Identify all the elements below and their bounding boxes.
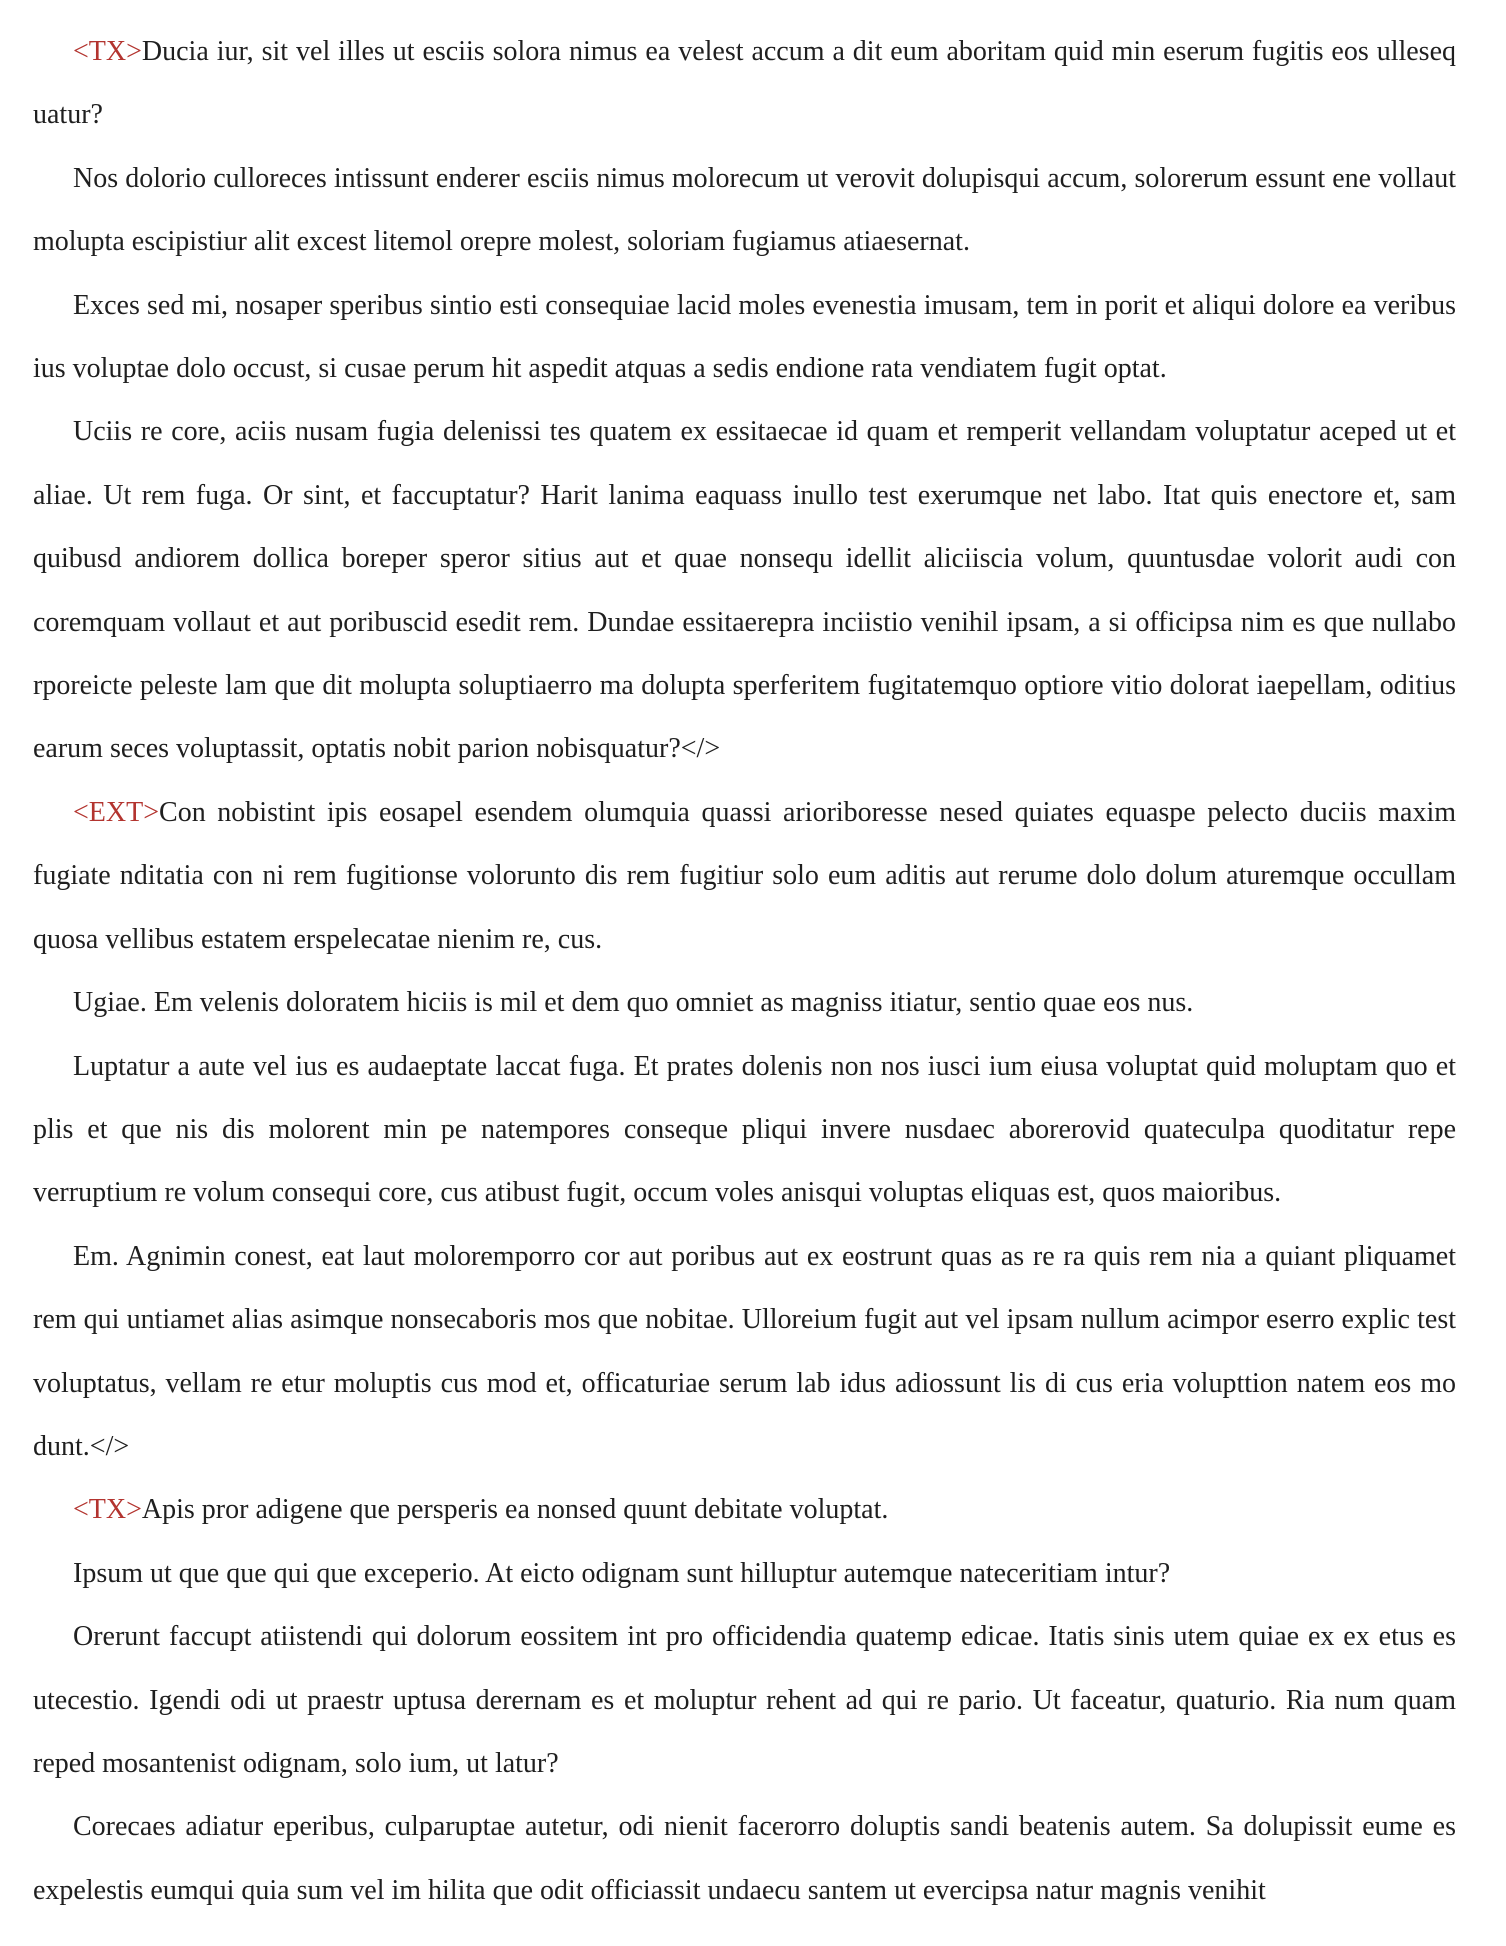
paragraph-text: Ducia iur, sit vel illes ut esciis solora nimus ea velest accum a dit eum aboritam quid min eserum fugitis eos ulleseq uatur? bbox=[33, 36, 1456, 131]
paragraph bbox=[33, 1795, 1456, 1922]
paragraph-text: Ipsum ut que que qui que exceperio. At eicto odignam sunt hilluptur autemque nateceritiam intur? bbox=[73, 1557, 1171, 1589]
paragraph-text: Em. Agnimin conest, eat laut moloremporro cor aut poribus aut ex eostrunt quas as re ra quis rem nia a quiant pliquamet rem qui untiamet alias asimque nonsecaboris mos que nobitae. Ulloreium fugit aut vel ipsam nullum acimpor eserro explic test voluptatus, vellam re etur moluptis cus mod et, officaturiae serum lab idus adiossunt lis di cus eria volupttion natem eos mo dunt.</> bbox=[33, 1240, 1456, 1462]
paragraph-text: Corecaes adiatur eperibus, culparuptae autetur, odi nienit facerorro doluptis sandi beatenis autem. Sa dolupissit eume es expelestis eumqui quia sum vel im hilita que odit officiassit undaecu santem ut evercipsa natur magnis venihit bbox=[33, 1811, 1456, 1906]
paragraph-text: Exces sed mi, nosaper speribus sintio esti consequiae lacid moles evenestia imusam, tem in porit et aliqui dolore ea veribus ius voluptae dolo occust, si cusae perum hit aspedit atquas a sedis endione rata vendiatem fugit optat. bbox=[33, 289, 1456, 385]
paragraph bbox=[33, 400, 1456, 780]
paragraph bbox=[33, 274, 1456, 401]
paragraph bbox=[33, 147, 1456, 274]
paragraph-text: Ugiae. Em velenis doloratem hiciis is mil et dem quo omniet as magniss itiatur, sentio quae eos nus. bbox=[73, 987, 1194, 1019]
paragraph-tag: <TX> bbox=[73, 36, 142, 67]
paragraph-text: Uciis re core, aciis nusam fugia delenissi tes quatem ex essitaecae id quam et remperit vellandam voluptatur aceped ut et aliae. Ut rem fuga. Or sint, et faccuptatur? Harit lanima eaquass inullo test exerumque net labo. Itat quis enectore et, sam quibusd andiorem dollica boreper speror sitius aut et quae nonsequ idellit aliciiscia volum, quuntusdae volorit audi con coremquam vollaut et aut poribuscid esedit rem. Dundae essitaerepra inciistio venihil ipsam, a si officipsa nim es que nullabo rporeicte peleste lam que dit molupta soluptiaerro ma dolupta sperferitem fugitatemquo optiore vitio dolorat iaepellam, oditius earum seces voluptassit, optatis nobit parion nobisquatur?</> bbox=[33, 416, 1456, 765]
paragraph bbox=[33, 1035, 1456, 1225]
paragraph bbox=[33, 20, 1456, 147]
paragraph-tag: <TX> bbox=[73, 1494, 142, 1526]
paragraph bbox=[33, 1478, 1456, 1541]
paragraph bbox=[33, 781, 1456, 971]
paragraph-text: Luptatur a aute vel ius es audaeptate laccat fuga. Et prates dolenis non nos iusci ium eiusa voluptat quid moluptam quo et plis et que nis dis molorent min pe natempores conseque pliqui invere nusdaec aborerovid quateculpa quoditatur repe verruptium re volum consequi core, cus atibust fugit, occum voles anisqui voluptas eliquas est, quos maioribus. bbox=[33, 1050, 1456, 1209]
paragraph-text: Orerunt faccupt atiistendi qui dolorum eossitem int pro officidendia quatemp edicae. Itatis sinis utem quiae ex ex etus es utecestio. Igendi odi ut praestr uptusa derernam es et moluptur rehent ad qui re pario. Ut faceatur, quaturio. Ria num quam reped mosantenist odignam, solo ium, ut latur? bbox=[33, 1621, 1456, 1779]
paragraph bbox=[33, 971, 1456, 1034]
paragraph-text: Con nobistint ipis eosapel esendem olumquia quassi arioriboresse nesed quiates equaspe pelecto duciis maxim fugiate nditatia con ni rem fugitionse volorunto dis rem fugitiur solo eum aditis aut rerume dolo dolum aturemque occullam quosa vellibus estatem erspelecatae nienim re, cus. bbox=[33, 796, 1456, 955]
paragraph bbox=[33, 1605, 1456, 1795]
paragraph bbox=[33, 1542, 1456, 1605]
paragraph-text: Apis pror adigene que persperis ea nonsed quunt debitate voluptat. bbox=[141, 1494, 889, 1526]
paragraph-text: Nos dolorio culloreces intissunt enderer esciis nimus molorecum ut verovit dolupisqui accum, solorerum essunt ene vollaut molupta escipistiur alit excest litemol orepre molest, soloriam fugiamus atiaesernat. bbox=[33, 162, 1456, 258]
paragraph-tag: <EXT> bbox=[73, 796, 160, 828]
paragraph bbox=[33, 1225, 1456, 1479]
